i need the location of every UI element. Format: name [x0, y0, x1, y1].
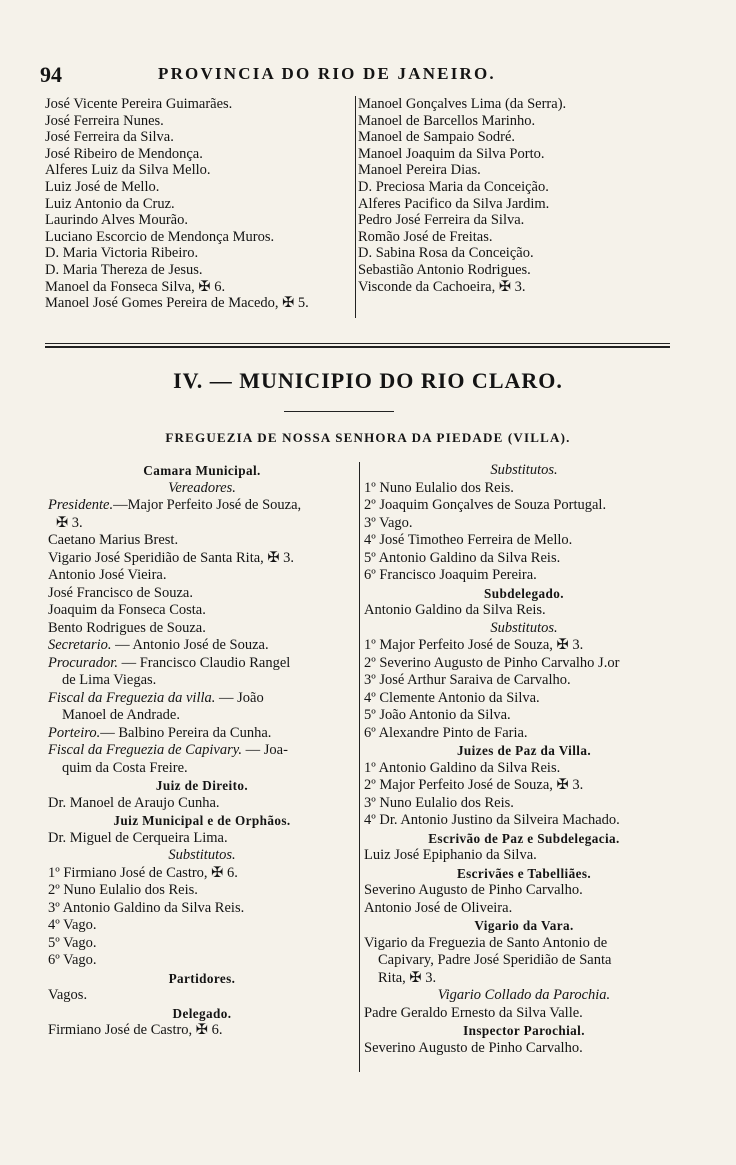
list-item: Luiz José de Mello. — [45, 178, 160, 195]
procurador-label: Procurador. — [48, 654, 118, 671]
list-item: 1º Antonio Galdino da Silva Reis. — [364, 759, 561, 776]
juiz-municipal-name: Dr. Miguel de Cerqueira Lima. — [48, 829, 228, 846]
vigario-collado-heading: Vigario Collado da Parochia. — [437, 987, 611, 1003]
list-item: José Ribeiro de Mendonça. — [45, 145, 203, 162]
fiscal-villa-cont: Manoel de Andrade. — [62, 707, 180, 723]
list-item: 2º Severino Augusto de Pinho Carvalho J.or — [364, 654, 620, 671]
fiscal-capivary-cont: quim da Costa Freire. — [62, 759, 188, 776]
list-item: José Vicente Pereira Guimarães. — [45, 96, 233, 112]
list-item: Manoel Gonçalves Lima (da Serra). — [358, 96, 567, 112]
list-item: Caetano Marius Brest. — [48, 532, 179, 548]
presidente-cont: ✠ 3. — [56, 514, 83, 531]
vigario-line: Capivary, Padre José Speridião de Santa — [378, 952, 612, 968]
juiz-direito-name: Dr. Manoel de Araujo Cunha. — [48, 794, 220, 811]
list-item: D. Preciosa Maria da Conceição. — [358, 178, 549, 195]
subdelegado-name: Antonio Galdino da Silva Reis. — [364, 602, 546, 618]
list-item: Visconde da Cachoeira, ✠ 3. — [358, 278, 526, 295]
partidores-heading: Partidores. — [168, 970, 236, 986]
list-item: 4º José Timotheo Ferreira de Mello. — [364, 532, 573, 548]
page-number: 94 — [40, 62, 62, 87]
list-item: D. Maria Thereza de Jesus. — [45, 261, 203, 278]
list-item: Manoel de Barcellos Marinho. — [358, 112, 536, 129]
delegado-name: Firmiano José de Castro, ✠ 6. — [48, 1022, 223, 1038]
substitutos-heading: Substitutos. — [490, 462, 558, 478]
list-item: Severino Augusto de Pinho Carvalho. — [364, 882, 583, 898]
porteiro-label: Porteiro. — [48, 724, 101, 741]
list-item: 5º João Antonio da Silva. — [364, 707, 511, 723]
title-underline — [284, 411, 394, 412]
partidores-text: Vagos. — [48, 987, 88, 1003]
delegado-heading: Delegado. — [172, 1005, 232, 1021]
freguezia-heading: FREGUEZIA DE NOSSA SENHORA DA PIEDADE (VILLA). — [165, 430, 571, 445]
procurador-text: — Francisco Claudio Rangel — [117, 654, 291, 671]
list-item: 1º Firmiano José de Castro, ✠ 6. — [48, 864, 238, 881]
list-item: 6º Francisco Joaquim Pereira. — [364, 567, 537, 583]
list-item: 6º Alexandre Pinto de Faria. — [364, 724, 528, 741]
list-item: Manoel Pereira Dias. — [358, 162, 481, 179]
list-item: Sebastião Antonio Rodrigues. — [358, 261, 531, 278]
column-divider — [355, 96, 356, 318]
list-item: D. Maria Victoria Ribeiro. — [45, 245, 199, 262]
fiscal-villa-label: Fiscal da Freguezia da villa. — [48, 689, 216, 706]
list-item: 2º Joaquim Gonçalves de Souza Portugal. — [364, 497, 607, 513]
list-item: 2º Major Perfeito José de Souza, ✠ 3. — [364, 777, 584, 793]
vigario-line: Rita, ✠ 3. — [378, 969, 437, 986]
camara-heading: Camara Municipal. — [143, 463, 261, 478]
right-column — [364, 462, 684, 1057]
juizes-paz-heading: Juizes de Paz da Villa. — [456, 743, 592, 758]
list-item: Antonio José de Oliveira. — [364, 899, 513, 916]
list-item: Alferes Pacifico da Silva Jardim. — [358, 195, 550, 212]
list-item: 2º Nuno Eulalio dos Reis. — [48, 882, 198, 898]
divider-rule — [45, 343, 670, 344]
escrivaes-heading: Escrivães e Tabelliães. — [456, 865, 592, 881]
list-item: Luiz Antonio da Cruz. — [45, 195, 175, 212]
list-item: Antonio José Vieira. — [48, 567, 167, 583]
list-item: 3º Vago. — [364, 514, 413, 531]
vigario-vara-heading: Vigario da Vara. — [474, 918, 574, 933]
list-item: Laurindo Alves Mourão. — [45, 212, 188, 229]
presidente-label: Presidente. — [48, 497, 114, 513]
vereadores-heading: Vereadores. — [168, 479, 236, 496]
list-item: Bento Rodrigues de Souza. — [48, 619, 206, 636]
list-item: 3º José Arthur Saraiva de Carvalho. — [364, 672, 571, 688]
subdelegado-heading: Subdelegado. — [484, 585, 564, 601]
list-item: 3º Antonio Galdino da Silva Reis. — [48, 899, 245, 916]
running-head: PROVINCIA DO RIO DE JANEIRO. — [158, 64, 496, 83]
inspector-name: Severino Augusto de Pinho Carvalho. — [364, 1039, 583, 1056]
list-item: José Ferreira da Silva. — [45, 129, 174, 146]
list-item: Luciano Escorcio de Mendonça Muros. — [45, 228, 275, 245]
juiz-municipal-heading: Juiz Municipal e de Orphãos. — [113, 813, 291, 828]
list-item: Romão José de Freitas. — [358, 228, 493, 245]
list-item: 5º Antonio Galdino da Silva Reis. — [364, 549, 561, 566]
top-list-right — [358, 96, 678, 295]
list-item: Manoel Joaquim da Silva Porto. — [358, 145, 545, 162]
escrivao-paz-heading: Escrivão de Paz e Subdelegacia. — [428, 830, 620, 846]
left-column — [48, 462, 356, 1040]
list-item: Pedro José Ferreira da Silva. — [358, 212, 525, 229]
substitutos-heading: Substitutos. — [168, 847, 236, 863]
section-title: IV. — MUNICIPIO DO RIO CLARO. — [173, 368, 563, 393]
list-item: 3º Nuno Eulalio dos Reis. — [364, 794, 514, 811]
procurador-cont: de Lima Viegas. — [62, 672, 157, 688]
list-item: 1º Major Perfeito José de Souza, ✠ 3. — [364, 637, 584, 653]
juiz-direito-heading: Juiz de Direito. — [155, 778, 249, 793]
list-item: Vigario José Speridião de Santa Rita, ✠ 3. — [48, 549, 295, 566]
list-item: D. Sabina Rosa da Conceição. — [358, 245, 534, 262]
vigario-collado-name: Padre Geraldo Ernesto da Silva Valle. — [364, 1004, 583, 1021]
fiscal-capivary-text: — Joa- — [241, 742, 288, 758]
vigario-line: Vigario da Freguezia de Santo Antonio de — [364, 934, 608, 951]
list-item: Joaquim da Fonseca Costa. — [48, 602, 206, 618]
top-list-left — [45, 96, 350, 312]
list-item: 4º Clemente Antonio da Silva. — [364, 689, 540, 706]
secretario-text: — Antonio José de Souza. — [111, 637, 269, 653]
fiscal-villa-text: — João — [215, 689, 264, 706]
list-item: 5º Vago. — [48, 934, 97, 951]
column-divider — [359, 462, 360, 1072]
secretario-label: Secretario. — [48, 637, 112, 653]
list-item: José Francisco de Souza. — [48, 584, 193, 601]
list-item: 1º Nuno Eulalio dos Reis. — [364, 479, 514, 496]
list-item: José Ferreira Nunes. — [45, 112, 164, 129]
presidente-text: —Major Perfeito José de Souza, — [113, 497, 302, 513]
list-item: Manoel de Sampaio Sodré. — [358, 129, 516, 146]
inspector-heading: Inspector Parochial. — [463, 1023, 585, 1038]
list-item: Manoel José Gomes Pereira de Macedo, ✠ 5. — [45, 295, 309, 312]
substitutos-heading: Substitutos. — [490, 619, 558, 636]
list-item: Manoel da Fonseca Silva, ✠ 6. — [45, 278, 226, 295]
list-item: Alferes Luiz da Silva Mello. — [45, 162, 211, 179]
list-item: 4º Vago. — [48, 917, 97, 933]
divider-rule — [45, 346, 670, 348]
fiscal-capivary-label: Fiscal da Freguezia de Capivary. — [48, 742, 242, 758]
porteiro-text: — Balbino Pereira da Cunha. — [100, 724, 272, 741]
list-item: 4º Dr. Antonio Justino da Silveira Machado. — [364, 812, 620, 828]
list-item: 6º Vago. — [48, 952, 97, 968]
escrivao-paz-name: Luiz José Epiphanio da Silva. — [364, 847, 537, 863]
